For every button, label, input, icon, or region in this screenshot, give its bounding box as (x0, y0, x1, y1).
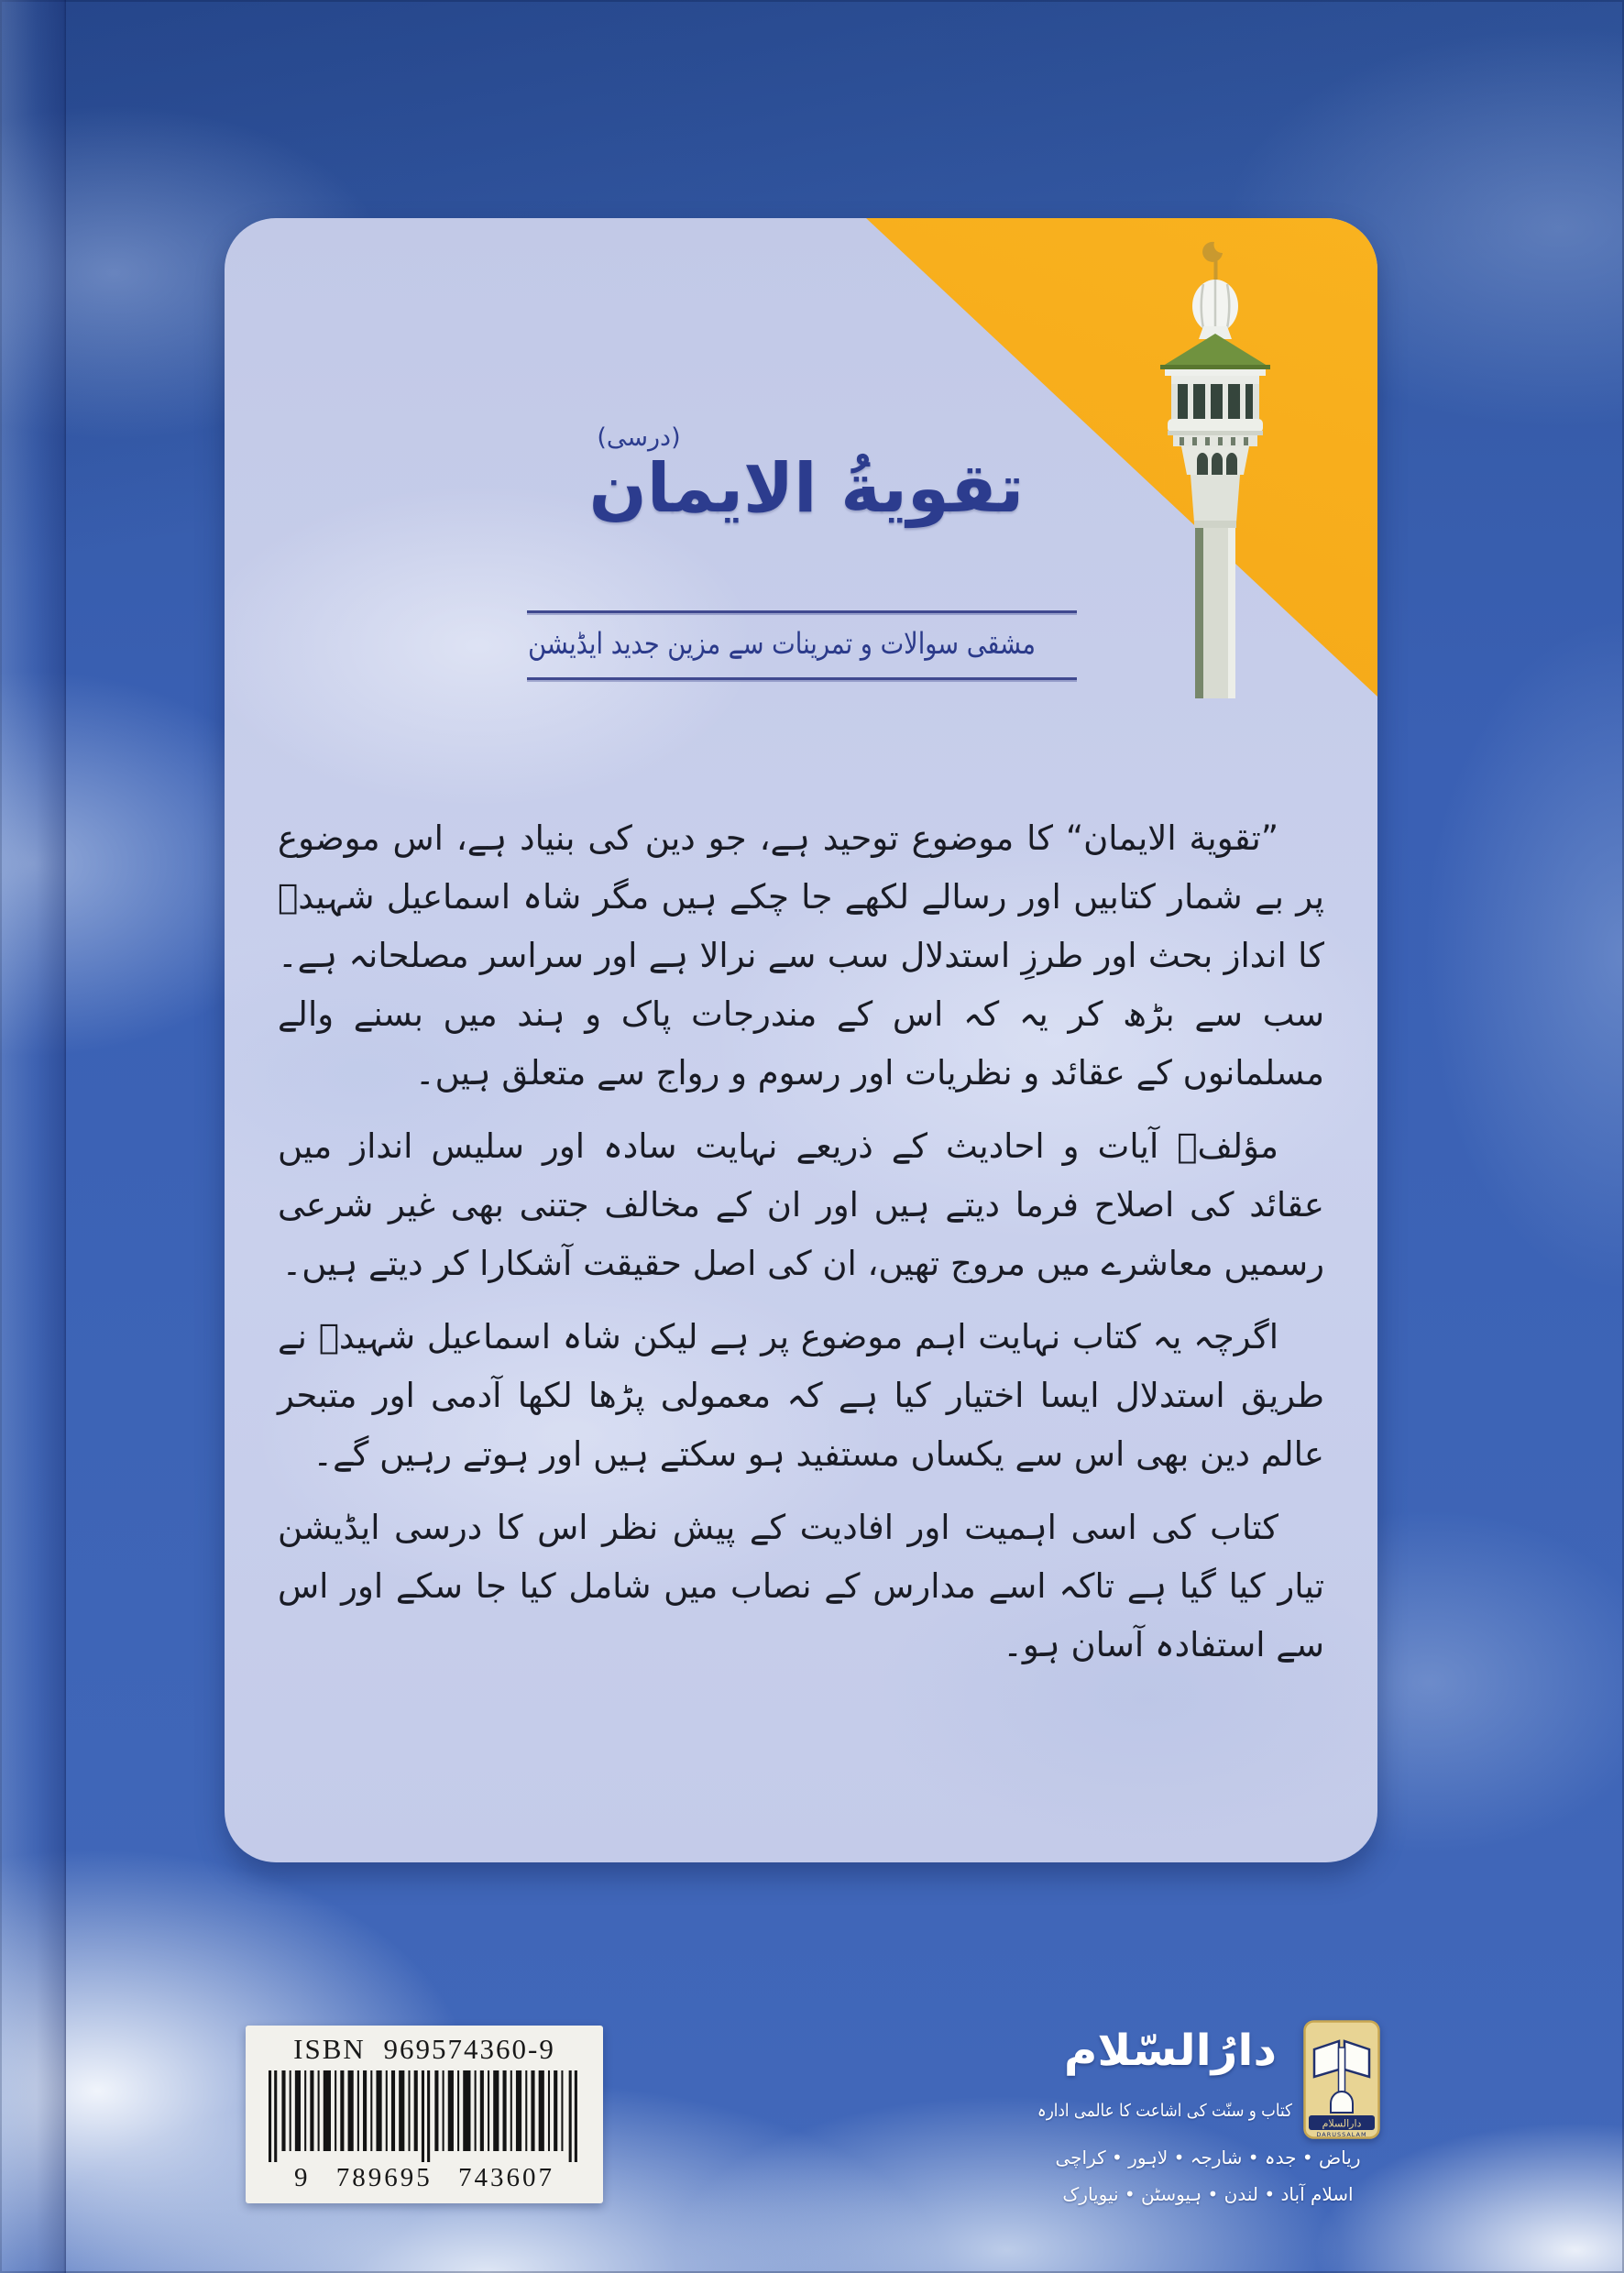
isbn-box (246, 2026, 603, 2203)
barcode-icon (269, 2070, 580, 2162)
blurb-paragraph: مؤلفؒ آیات و احادیث کے ذریعے نہایت سادہ اور سلیس انداز میں عقائد کی اصلاح فرما دیتے ہیں اور ان کے مخالف جتنی بھی غیر شرعی رسمیں معاشرے میں مروج تھیں، ان کی اصل حقیقت آشکارا کر دیتے ہیں۔ (278, 1126, 1324, 1283)
blurb-text (278, 809, 1324, 1675)
blurb-paragraph: اگرچہ یہ کتاب نہایت اہم موضوع پر ہے لیکن شاہ اسماعیل شہیدؒ نے طریق استدلال ایسا اختیار کیا ہے کہ معمولی پڑھا لکھا آدمی اور متبحر عالم دین بھی اس سے یکساں مستفید ہو سکتے ہیں اور ہوتے رہیں گے۔ (278, 1317, 1324, 1474)
crescent-icon (1202, 242, 1223, 262)
barcode-digits: 9 789695 743607 (294, 2163, 554, 2192)
blurb-paragraph: ”تقویة الایمان“ کا موضوع توحید ہے، جو دین کی بنیاد ہے، اس موضوع پر بے شمار کتابیں اور رسالے لکھے جا چکے ہیں مگر شاہ اسماعیل شہیدؒ کا انداز بحث اور طرزِ استدلال سب سے نرالا ہے اور سراسر مصلحانہ ہے۔ سب سے بڑھ کر یہ کہ اس کے مندرجات پاک و ہند میں بسنے والے مسلمانوں کے عقائد و نظریات اور رسوم و رواج سے متعلق ہیں۔ (278, 818, 1324, 1093)
subtitle-block (527, 610, 1077, 680)
emblem-name-text: دارالسلام (1322, 2117, 1362, 2130)
publisher-cities-line1: ریاض • جدہ • شارجہ • لاہور • کراچی (1055, 2147, 1361, 2169)
minaret-icon (1158, 238, 1277, 698)
publisher-block (1034, 2026, 1400, 2236)
publisher-name-calligraphy: دارُالسّلام (1063, 2026, 1278, 2076)
book-subtitle: مشقی سوالات و تمرینات سے مزین جدید ایڈیشن (528, 626, 1036, 661)
blurb-paragraph: کتاب کی اسی اہمیت اور افادیت کے پیش نظر اس کا درسی ایڈیشن تیار کیا گیا ہے تاکہ اسے مدارس کے نصاب میں شامل کیا جا سکے اور اس سے استفادہ آسان ہو۔ (278, 1508, 1324, 1664)
emblem-caption-text: DARUSSALAM (1316, 2131, 1367, 2138)
publisher-tagline: کتاب و سنّت کی اشاعت کا عالمی ادارہ (1037, 2101, 1292, 2121)
publisher-logo-icon (1303, 2020, 1380, 2139)
title-annotation: (درسی) (597, 423, 681, 452)
blurb-panel (225, 218, 1377, 1862)
isbn-number: ISBN 969574360-9 (293, 2033, 555, 2065)
book-title: تقویةُ الایمان (588, 449, 1025, 528)
divider-bottom (527, 677, 1077, 680)
spine-fold (0, 0, 66, 2273)
publisher-cities-line2: اسلام آباد • لندن • ہیوسٹن • نیویارک (1062, 2183, 1354, 2205)
